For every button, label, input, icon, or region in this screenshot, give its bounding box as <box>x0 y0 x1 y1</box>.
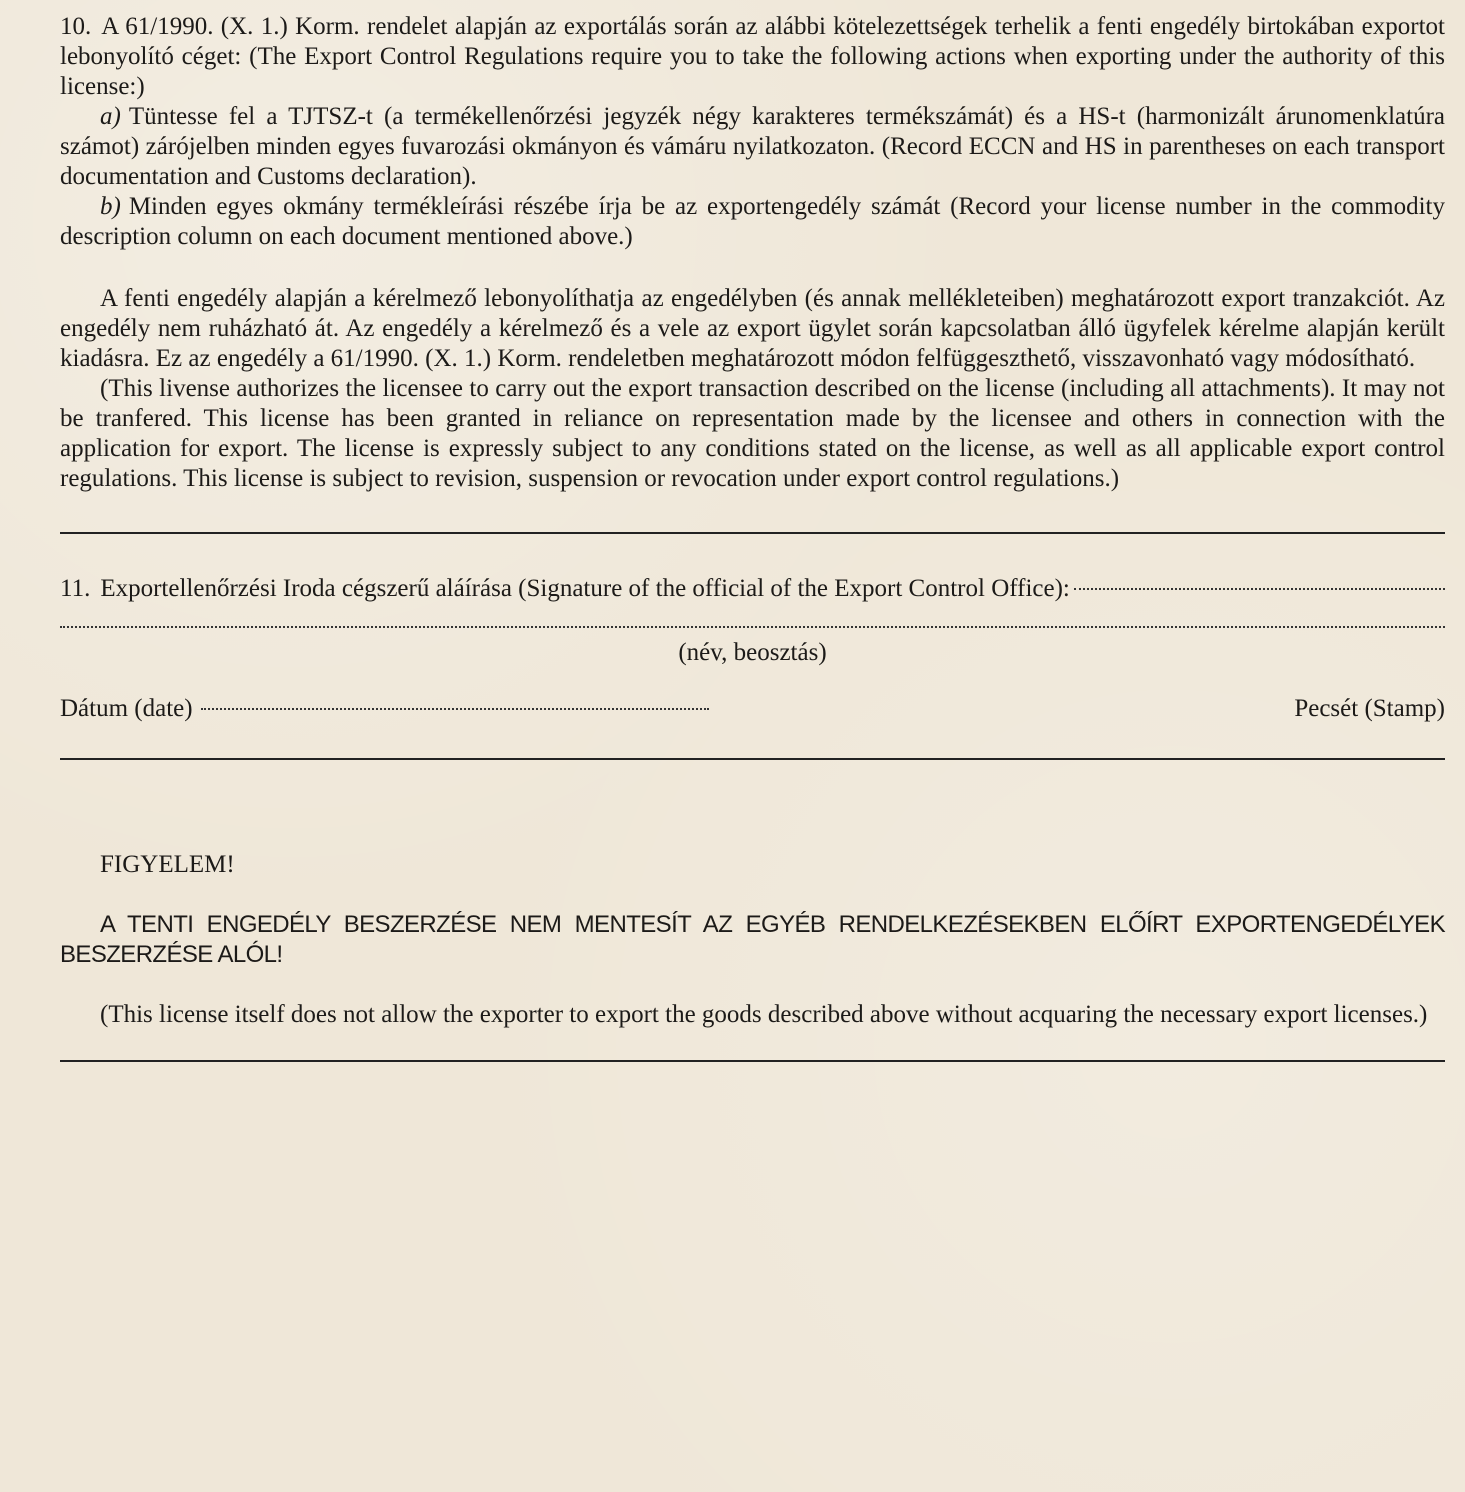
date-label: Dátum (date) <box>60 695 193 722</box>
item-a-label: a) <box>100 103 121 130</box>
section-divider-3 <box>60 1060 1445 1062</box>
license-paragraph-en: (This livense authorizes the licensee to carry out the export transaction described on the license (including all attachments). It may not be tranfered. This license has been granted in reliance on representation made by the licensee and others in connection with the application for export. The license is expressly subject to any conditions stated on the license, as well as all applicable export control regulations. This license is subject to revision, suspension or revocation under export control regulations.) <box>60 375 1445 492</box>
warning-title: FIGYELEM! <box>100 851 235 878</box>
name-title-caption: (név, beosztás) <box>678 639 827 666</box>
date-fill[interactable] <box>201 708 709 710</box>
item-a-text: Tüntesse fel a TJTSZ-t (a termékellenőrzési jegyzék négy karakteres termékszámát) és a HS-t (harmonizált árunomenklatúra számot) zárójelben minden egyes fuvarozási okmányon és vámáru nyilatkozaton. (Record ECCN and HS in parentheses on each transport documentation and Customs declaration). <box>60 103 1445 190</box>
section-10-item-b <box>60 192 1445 252</box>
item-b-text: Minden egyes okmány termékleírási részébe írja be az exportengedély számát (Record your license number in the commodity description column on each document mentioned above.) <box>60 193 1445 250</box>
section-10-intro-text: A 61/1990. (X. 1.) Korm. rendelet alapján az exportálás során az alábbi kötelezettségek terhelik a fenti engedély birtokában exportot lebonyolító céget: (The Export Control Regulations require you to take the following actions when exporting under the authority of this license:) <box>60 13 1445 100</box>
section-10-item-a <box>60 102 1445 192</box>
warning-text-en: (This license itself does not allow the exporter to export the goods described above without acquaring the necessary export licenses.) <box>100 1001 1428 1028</box>
date-stamp-row <box>60 694 1445 724</box>
signature-fill[interactable] <box>1074 588 1445 590</box>
signature-label: Exportellenőrzési Iroda cégszerű aláírása (Signature of the official of the Export Control Office): <box>100 575 1070 602</box>
section-10-intro <box>60 12 1445 102</box>
warning-text-hu: A TENTI ENGEDÉLY BESZERZÉSE NEM MENTESÍT AZ EGYÉB RENDELKEZÉSEKBEN ELŐÍRT EXPORTENGEDÉLYEK BESZERZÉSE ALÓL! <box>60 911 1445 968</box>
section-11-number: 11. <box>60 575 91 602</box>
license-paragraph-hu: A fenti engedély alapján a kérelmező lebonyolíthatja az engedélyben (és annak mellékleteiben) meghatározott export tranzakciót. Az engedély nem ruházható át. Az engedély a kérelmező és a vele az export ügylet során kapcsolatban álló ügyfelek kérelme alapján került kiadásra. Ez az engedély a 61/1990. (X. 1.) Korm. rendeletben meghatározott módon felfüggeszthető, visszavonható vagy módosítható. <box>60 285 1445 372</box>
stamp-label: Pecsét (Stamp) <box>1294 695 1445 722</box>
section-10-number: 10. <box>60 13 92 40</box>
signature-line <box>60 574 1445 604</box>
item-b-label: b) <box>100 193 121 220</box>
